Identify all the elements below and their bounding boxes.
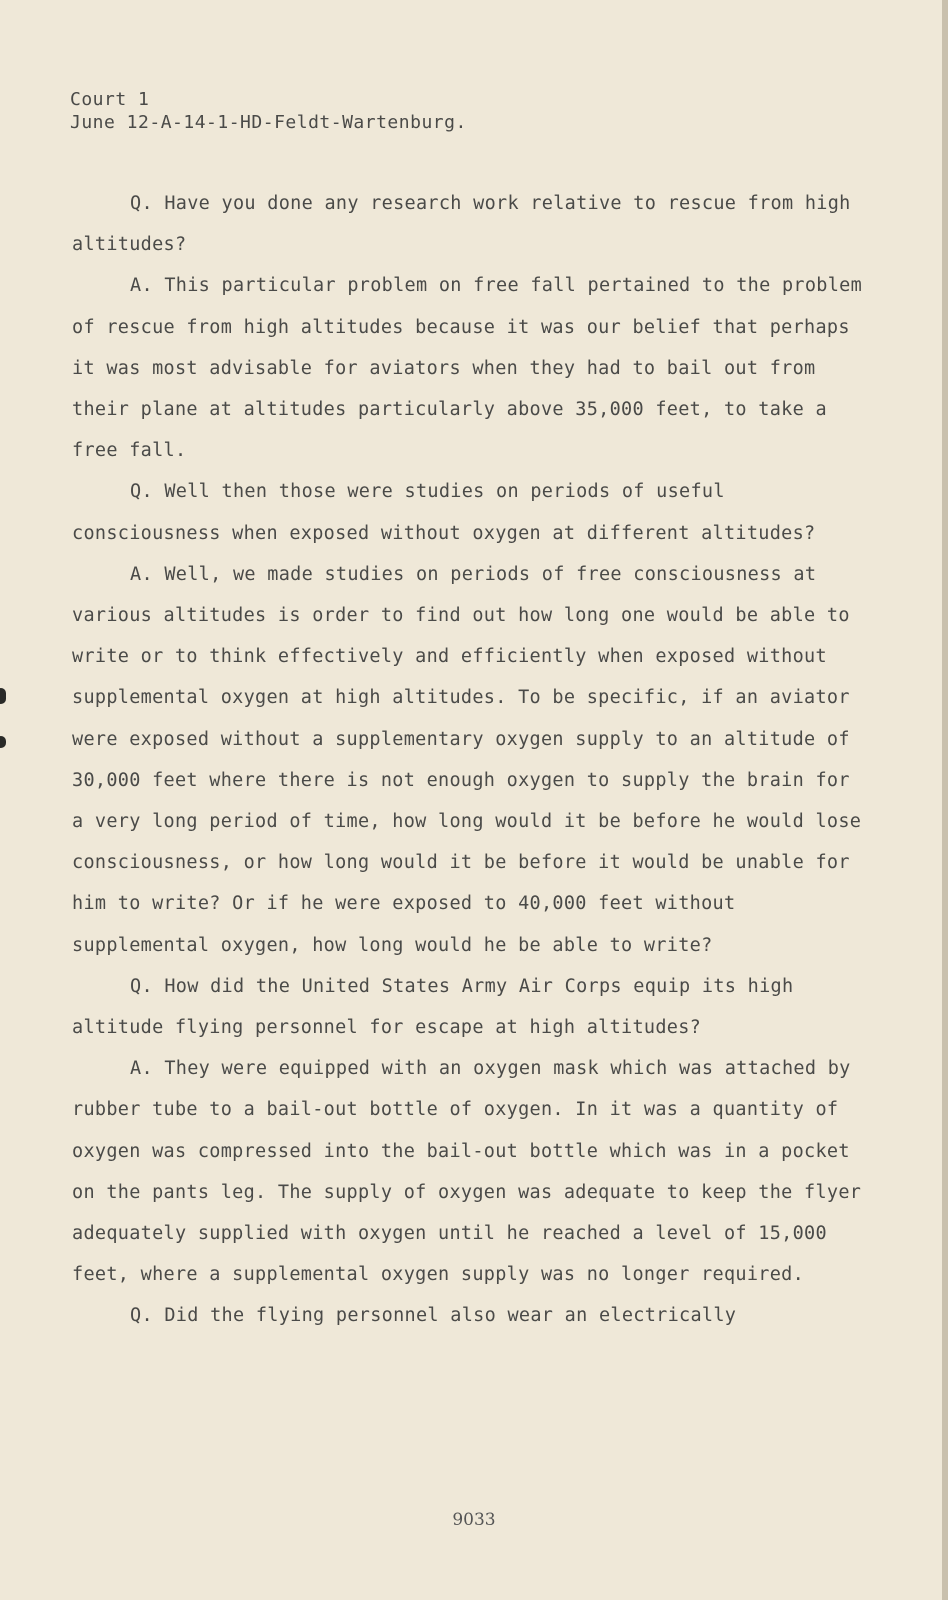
date-reference-line: June 12-A-14-1-HD-Feldt-Wartenburg.: [70, 112, 467, 133]
punch-mark: [0, 688, 6, 704]
transcript-body: [72, 183, 872, 1337]
transcript-paragraph: Q. How did the United States Army Air Corps equip its high altitude flying personnel for escape at high altitudes?: [72, 975, 794, 1039]
transcript-paragraph: Q. Have you done any research work relative to rescue from high altitudes?: [72, 193, 851, 256]
punch-mark: [0, 736, 6, 748]
court-line: Court 1: [70, 89, 150, 110]
document-header: [70, 88, 467, 134]
transcript-paragraph: A. Well, we made studies on periods of free consciousness at various altitudes is order to find out how long one would be able to write or to think effectively and efficiently when exposed without supplemental oxygen at high altitudes. To be specific, if an aviator were exposed without a supplementary oxygen supply to an altitude of 30,000 feet where there is not enough oxygen to supply the brain for a very long period of time, how long would it be before he would lose consciousness, or how long would it be before it would be unable for him to write? Or if he were exposed to 40,000 feet without supplemental oxygen, how long would he be able to write?: [72, 563, 862, 956]
transcript-paragraph: A. This particular problem on free fall pertained to the problem of rescue from high altitudes because it was our belief that perhaps it was most advisable for aviators when they had to bail out from their plane at altitudes particularly above 35,000 feet, to take a free fall.: [72, 275, 863, 462]
page-number: 9033: [452, 1510, 496, 1530]
transcript-paragraph: Q. Did the flying personnel also wear an electrically: [130, 1305, 737, 1327]
transcript-paragraph: Q. Well then those were studies on periods of useful consciousness when exposed without oxygen at different altitudes?: [72, 481, 816, 544]
transcript-paragraph: A. They were equipped with an oxygen mask which was attached by rubber tube to a bail-out bottle of oxygen. In it was a quantity of oxygen was compressed into the bail-out bottle which was in a pocket on the pants leg. The supply of oxygen was adequate to keep the flyer adequately supplied with oxygen until he reached a level of 15,000 feet, where a supplemental oxygen supply was no longer required.: [72, 1058, 862, 1286]
